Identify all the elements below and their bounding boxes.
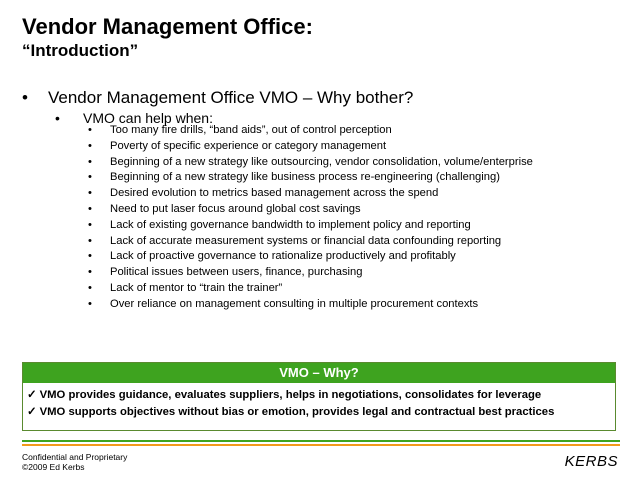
list-item-text: Beginning of a new strategy like business process re-engineering (challenging) [110, 171, 500, 184]
list-item-text: Lack of accurate measurement systems or financial data confounding reporting [110, 234, 502, 247]
list-item-text: Political issues between users, finance, purchasing [110, 266, 363, 279]
list-item [88, 202, 533, 218]
list-item-text: Beginning of a new strategy like outsourcing, vendor consolidation, volume/enterprise [110, 155, 533, 168]
bullet-level1 [22, 88, 413, 108]
bullet-icon: • [88, 155, 92, 168]
bullet-icon: • [88, 266, 92, 279]
reasons-list [88, 123, 533, 313]
list-item-text: Lack of proactive governance to rationalize productively and profitably [110, 250, 456, 263]
list-item-text: Need to put laser focus around global cost savings [110, 202, 361, 215]
slide-title: Vendor Management Office: [22, 14, 313, 39]
list-item [88, 265, 533, 281]
bullet-icon: • [55, 110, 60, 126]
bullet-icon: • [88, 297, 92, 310]
checkmark-icon: ✓ [27, 406, 37, 418]
list-item-text: Poverty of specific experience or category management [110, 139, 387, 152]
list-item [88, 123, 533, 139]
checkmark-icon: ✓ [27, 389, 37, 401]
list-item [88, 297, 533, 313]
slide-subtitle: “Introduction” [22, 41, 139, 60]
list-item [88, 170, 533, 186]
why-line-text: VMO provides guidance, evaluates suppliers, helps in negotiations, consolidates for leverage [39, 389, 542, 401]
list-item [88, 186, 533, 202]
bullet-icon: • [88, 139, 92, 152]
list-item [88, 249, 533, 265]
list-item [88, 281, 533, 297]
brand-logo: KERBS [564, 453, 618, 470]
footer-text [22, 452, 127, 472]
bullet-icon: • [88, 218, 92, 231]
bullet-level2-text: VMO can help when: [83, 110, 213, 126]
bullet-level1-text: Vendor Management Office VMO – Why bother? [48, 88, 414, 107]
vmo-why-box [22, 362, 616, 431]
why-line [27, 404, 615, 421]
list-item [88, 155, 533, 171]
list-item-text: Over reliance on management consulting in multiple procurement contexts [110, 297, 479, 310]
footer-confidential: Confidential and Proprietary [22, 452, 128, 462]
footer-rule-green [22, 440, 620, 442]
list-item [88, 218, 533, 234]
list-item-text: Too many fire drills, “band aids”, out of control perception [110, 124, 392, 136]
bullet-icon: • [88, 171, 92, 184]
bullet-icon: • [88, 234, 92, 247]
bullet-icon: • [88, 202, 92, 215]
vmo-why-header: VMO – Why? [23, 363, 615, 383]
vmo-why-lines [23, 383, 615, 421]
list-item-text: Lack of mentor to “train the trainer” [110, 281, 283, 294]
bullet-icon: • [88, 124, 92, 136]
bullet-icon: • [88, 250, 92, 263]
why-line [27, 387, 615, 404]
list-item [88, 234, 533, 250]
footer-copyright: ©2009 Ed Kerbs [22, 462, 85, 472]
why-line-text: VMO supports objectives without bias or emotion, provides legal and contractual best practices [39, 406, 555, 418]
bullet-icon: • [88, 281, 92, 294]
bullet-icon: • [22, 88, 28, 107]
list-item-text: Desired evolution to metrics based management across the spend [110, 187, 439, 200]
bullet-icon: • [88, 187, 92, 200]
footer-rule-orange [22, 444, 620, 446]
list-item [88, 139, 533, 155]
list-item-text: Lack of existing governance bandwidth to implement policy and reporting [110, 218, 471, 231]
